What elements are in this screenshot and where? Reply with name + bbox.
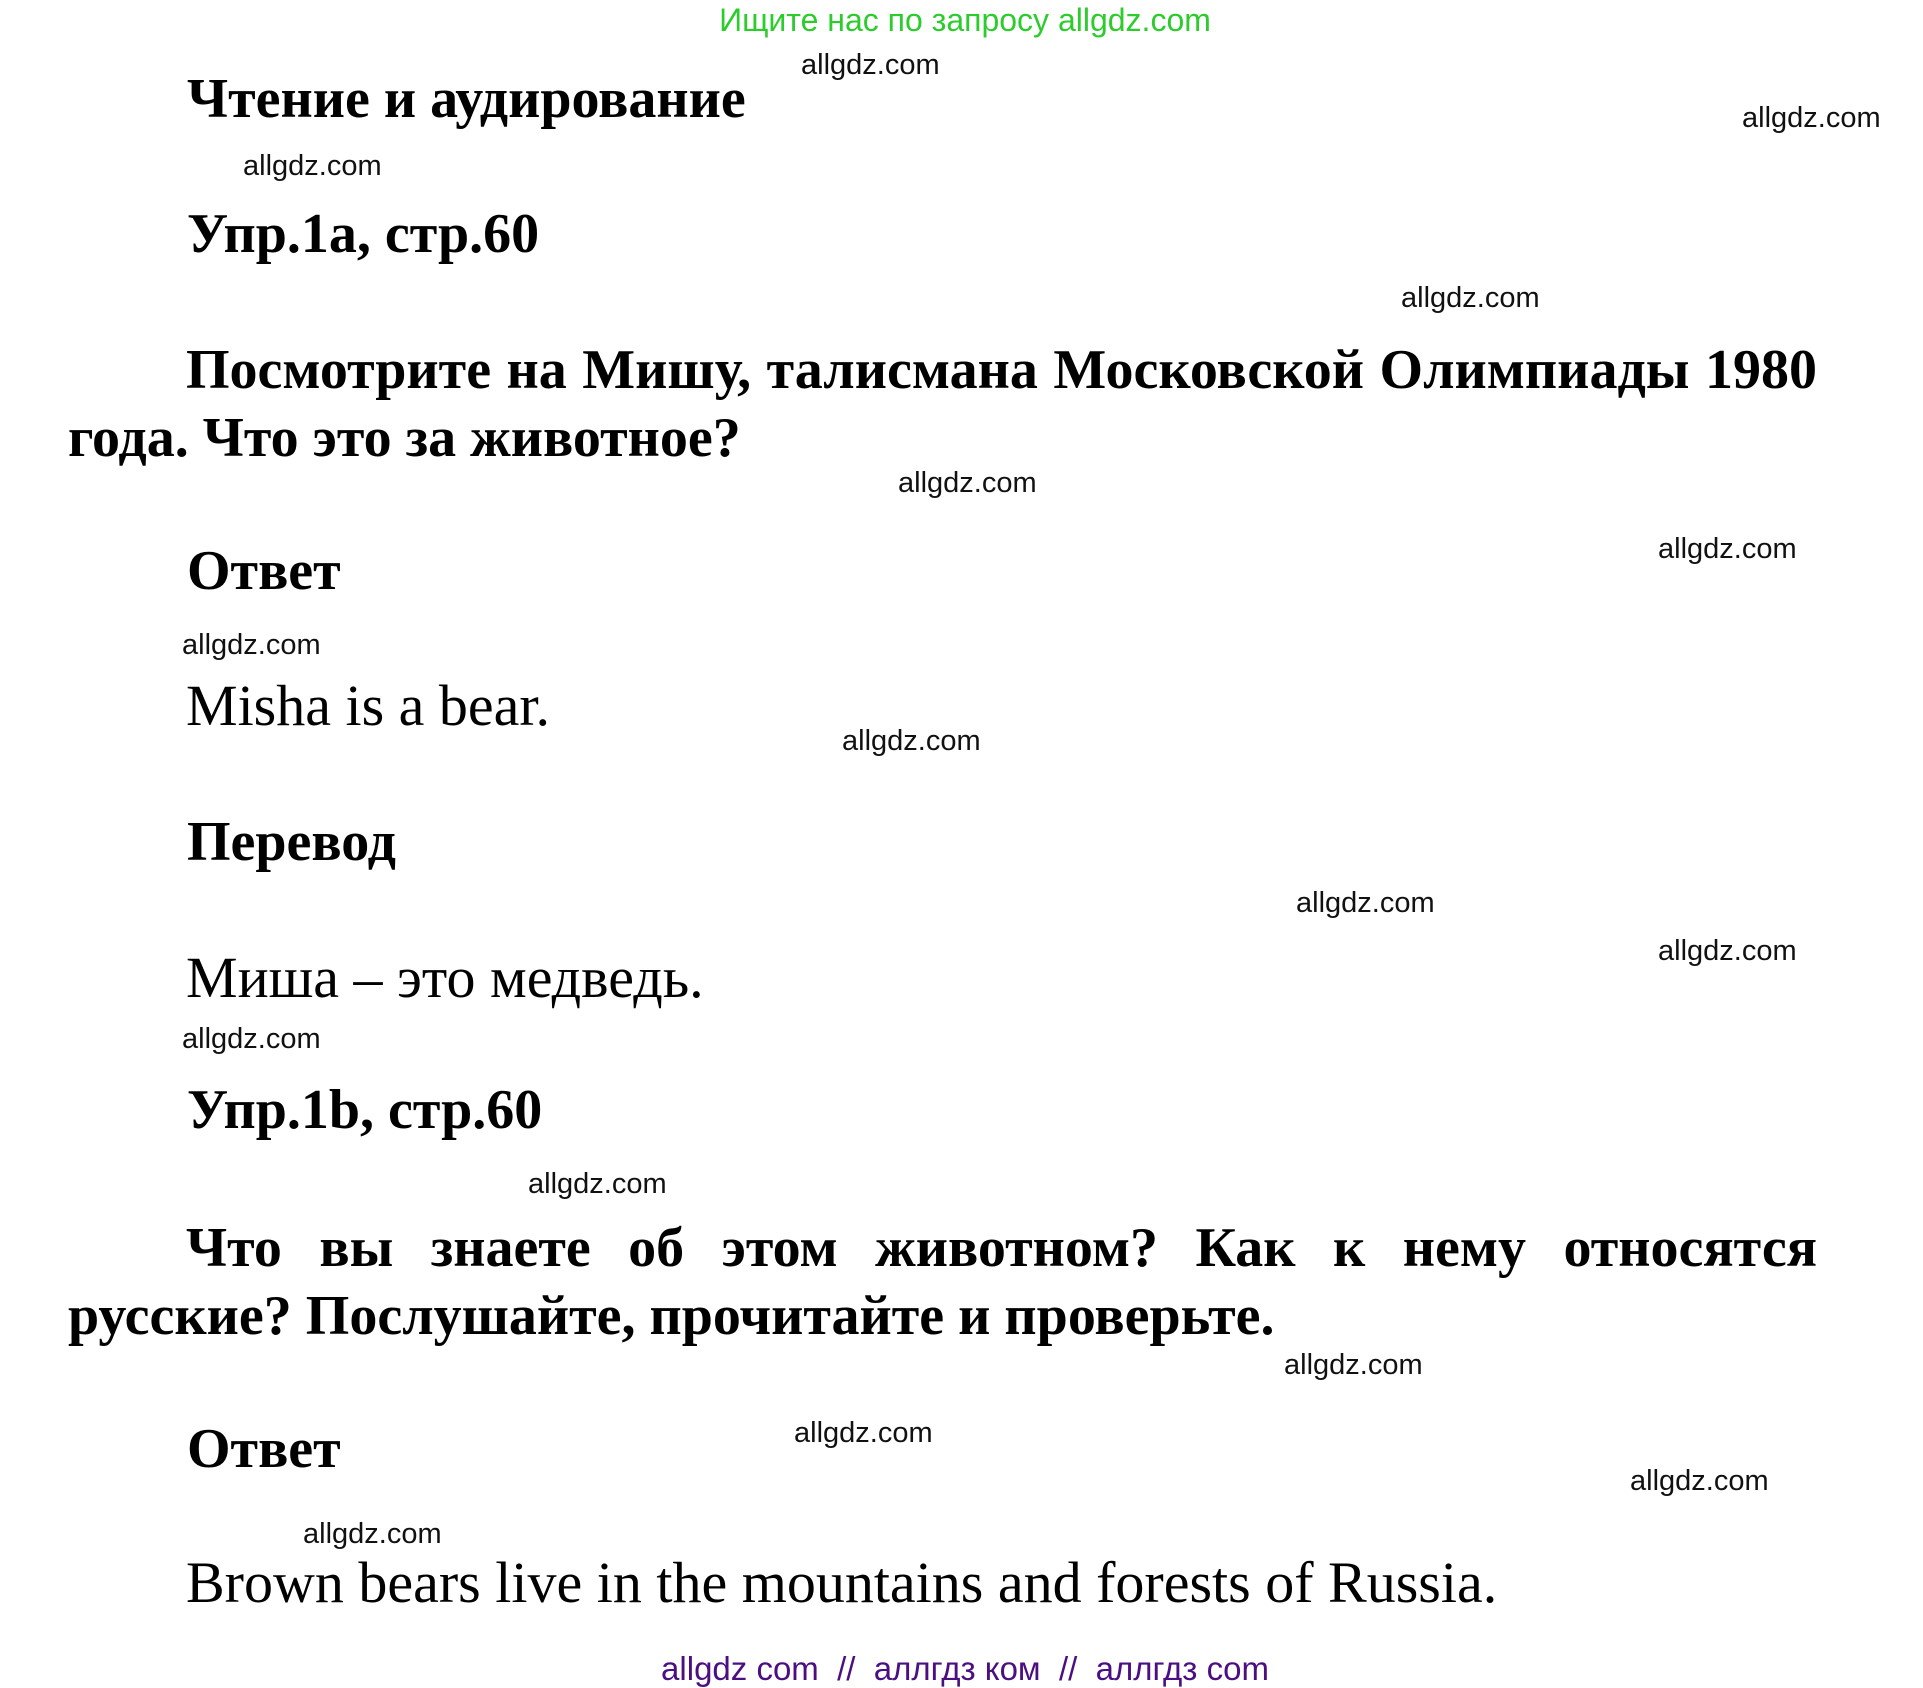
watermark: allgdz.com [182, 629, 321, 661]
watermark: allgdz.com [1630, 1465, 1769, 1497]
watermark: allgdz.com [898, 467, 1037, 499]
section-title: Чтение и аудирование [187, 68, 746, 130]
exercise-1a-task: Посмотрите на Мишу, талисмана Московской Олимпиады 1980 года. Что это за животное? [68, 339, 1817, 469]
exercise-1a-answer: Misha is a bear. [186, 673, 551, 738]
watermark: allgdz.com [528, 1168, 667, 1200]
watermark: allgdz.com [1296, 887, 1435, 919]
watermark: allgdz.com [1742, 102, 1881, 134]
exercise-1a-title: Упр.1a, стр.60 [187, 203, 540, 265]
exercise-1a-answer-label: Ответ [187, 540, 341, 602]
watermark: allgdz.com [303, 1518, 442, 1550]
promo-banner: Ищите нас по запросу allgdz.com [719, 2, 1211, 38]
watermark: allgdz.com [794, 1417, 933, 1449]
exercise-1b-task: Что вы знаете об этом животном? Как к нему относятся русские? Послушайте, прочитайте и проверьте. [68, 1217, 1817, 1347]
exercise-1b-answer-label: Ответ [187, 1418, 341, 1480]
watermark: allgdz.com [1658, 935, 1797, 967]
watermark: allgdz.com [1401, 282, 1540, 314]
watermark: allgdz.com [1658, 533, 1797, 565]
watermark: allgdz.com [842, 725, 981, 757]
exercise-1a-translation-label: Перевод [187, 811, 396, 873]
watermark: allgdz.com [182, 1023, 321, 1055]
exercise-1a-translation: Миша – это медведь. [186, 945, 704, 1010]
watermark: allgdz.com [1284, 1349, 1423, 1381]
watermark: allgdz.com [801, 49, 940, 81]
exercise-1b-answer: Brown bears live in the mountains and forests of Russia. [186, 1550, 1498, 1615]
watermark: allgdz.com [243, 150, 382, 182]
footer-watermark: allgdz com // аллгдз ком // аллгдз com [661, 1650, 1269, 1687]
exercise-1b-title: Упр.1b, стр.60 [187, 1079, 543, 1141]
